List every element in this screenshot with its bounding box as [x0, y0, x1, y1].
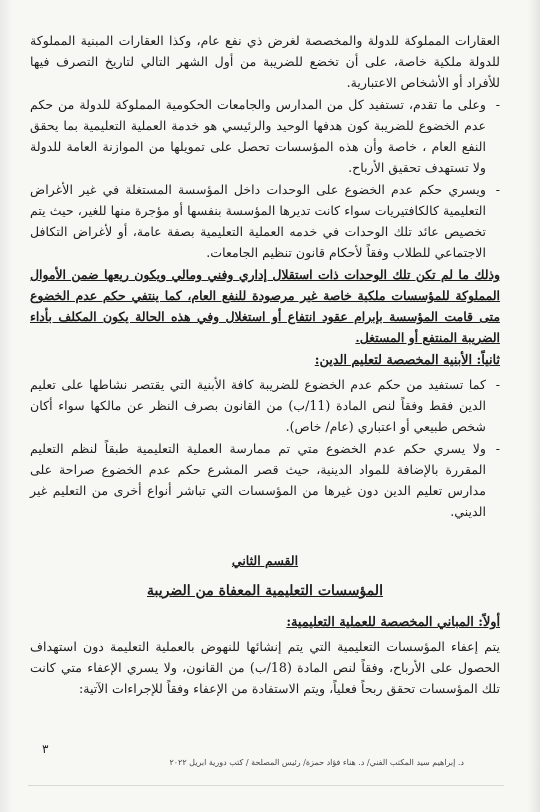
page-number: ٣	[42, 742, 49, 756]
heading-educational-buildings: أولاً: المباني المخصصة للعملية التعليمية:	[286, 615, 500, 630]
paragraph-3: - ويسري حكم عدم الخضوع على الوحدات داخل المؤسسة المستغلة في غير الأغراض التعليمية كالكافتيريات سواء كانت تديرها المؤسسة بنفسها أو مؤجرة منها للغير، حيث يتم تخصيص عائد تلك الوحدات في خدمه العملية التعليمية بصفة عامة، أو لأغراض التكافل الاجتماعي للطلاب وفقاً لأحكام قانون تنظيم الجامعات.	[30, 179, 500, 263]
page-footer	[24, 758, 506, 770]
divider	[28, 785, 504, 786]
paragraph-1: العقارات المملوكة للدولة والمخصصة لغرض ذي نفع عام، وكذا العقارات المبنية المملوكة للدولة ملكية خاصة، على أن تخضع للضريبة من أول الشهر التالي لتاريخ التصرف فيها للأفراد أو الأشخاص الاعتبارية.	[30, 33, 500, 90]
section-title: المؤسسات التعليمية المعفاة من الضريبة	[147, 583, 383, 599]
paragraph-5: - كما تستفيد من حكم عدم الخضوع للضريبة كافة الأبنية التي يقتصر نشاطها على تعليم الدين فقط وفقاً لنص المادة (11/ب) من القانون بصرف النظر عن مالكها سواء أكان شخص طبيعي أو اعتباري (عام/ خاص).	[30, 374, 500, 437]
paragraph-7: يتم إعفاء المؤسسات التعليمية التي يتم إنشائها للنهوض بالعملية التعليمة دون استهداف الحصول على الأرباح، وفقاً لنص المادة (18/ب) من القانون، ولا يسري الإعفاء متي كانت تلك المؤسسات تحقق ربحاً فعلياً، ويتم الاستفادة من الإعفاء وفقاً للإجراءات الآتية:	[30, 639, 500, 696]
paragraph-4-emphasized: وذلك ما لم تكن تلك الوحدات ذات استقلال إداري وفني ومالي ويكون ريعها ضمن الأموال المملوكة للمؤسسات ملكية خاصة غير مرصودة للنفع العام، كما ينتفي حكم عدم الخضوع متى قامت المؤسسة بإبرام عقود انتفاع أو استغلال وفي هذه الحالة يكون المكلف بأداء الضريبة المنتفع أو المستغل.	[30, 267, 500, 345]
footer-text: د. إبراهيم سيد المكتب الفني/ د. هناء فؤاد حمزة/ رئيس المصلحة / كتب دورية ابريل ٢٠٢٢	[169, 758, 464, 767]
section-name: القسم الثاني	[231, 553, 299, 568]
paragraph-6: - ولا يسري حكم عدم الخضوع متي تم ممارسة العملية التعليمية طبقاً لنظم التعليم المقررة بالإضافة للمواد الدينية، حيث قصر المشرع حكم عدم الخضوع صراحة على مدارس تعليم الدين دون غيرها من المؤسسات التي تباشر أنواع أخرى من التعليم غير الديني.	[30, 438, 500, 522]
paragraph-2: - وعلى ما تقدم، تستفيد كل من المدارس والجامعات الحكومية المملوكة للدولة من حكم عدم الخضوع للضريبة كون هدفها الوحيد والرئيسي هو خدمة العملية التعليمية بما يحقق النفع العام ، خاصة وأن هذه المؤسسات تحصل على تمويلها من الموازنة العامة للدولة ولا تستهدف تحقيق الأرباح.	[30, 94, 500, 178]
heading-religious-buildings: ثانياً: الأبنية المخصصة لتعليم الدين:	[314, 353, 500, 368]
